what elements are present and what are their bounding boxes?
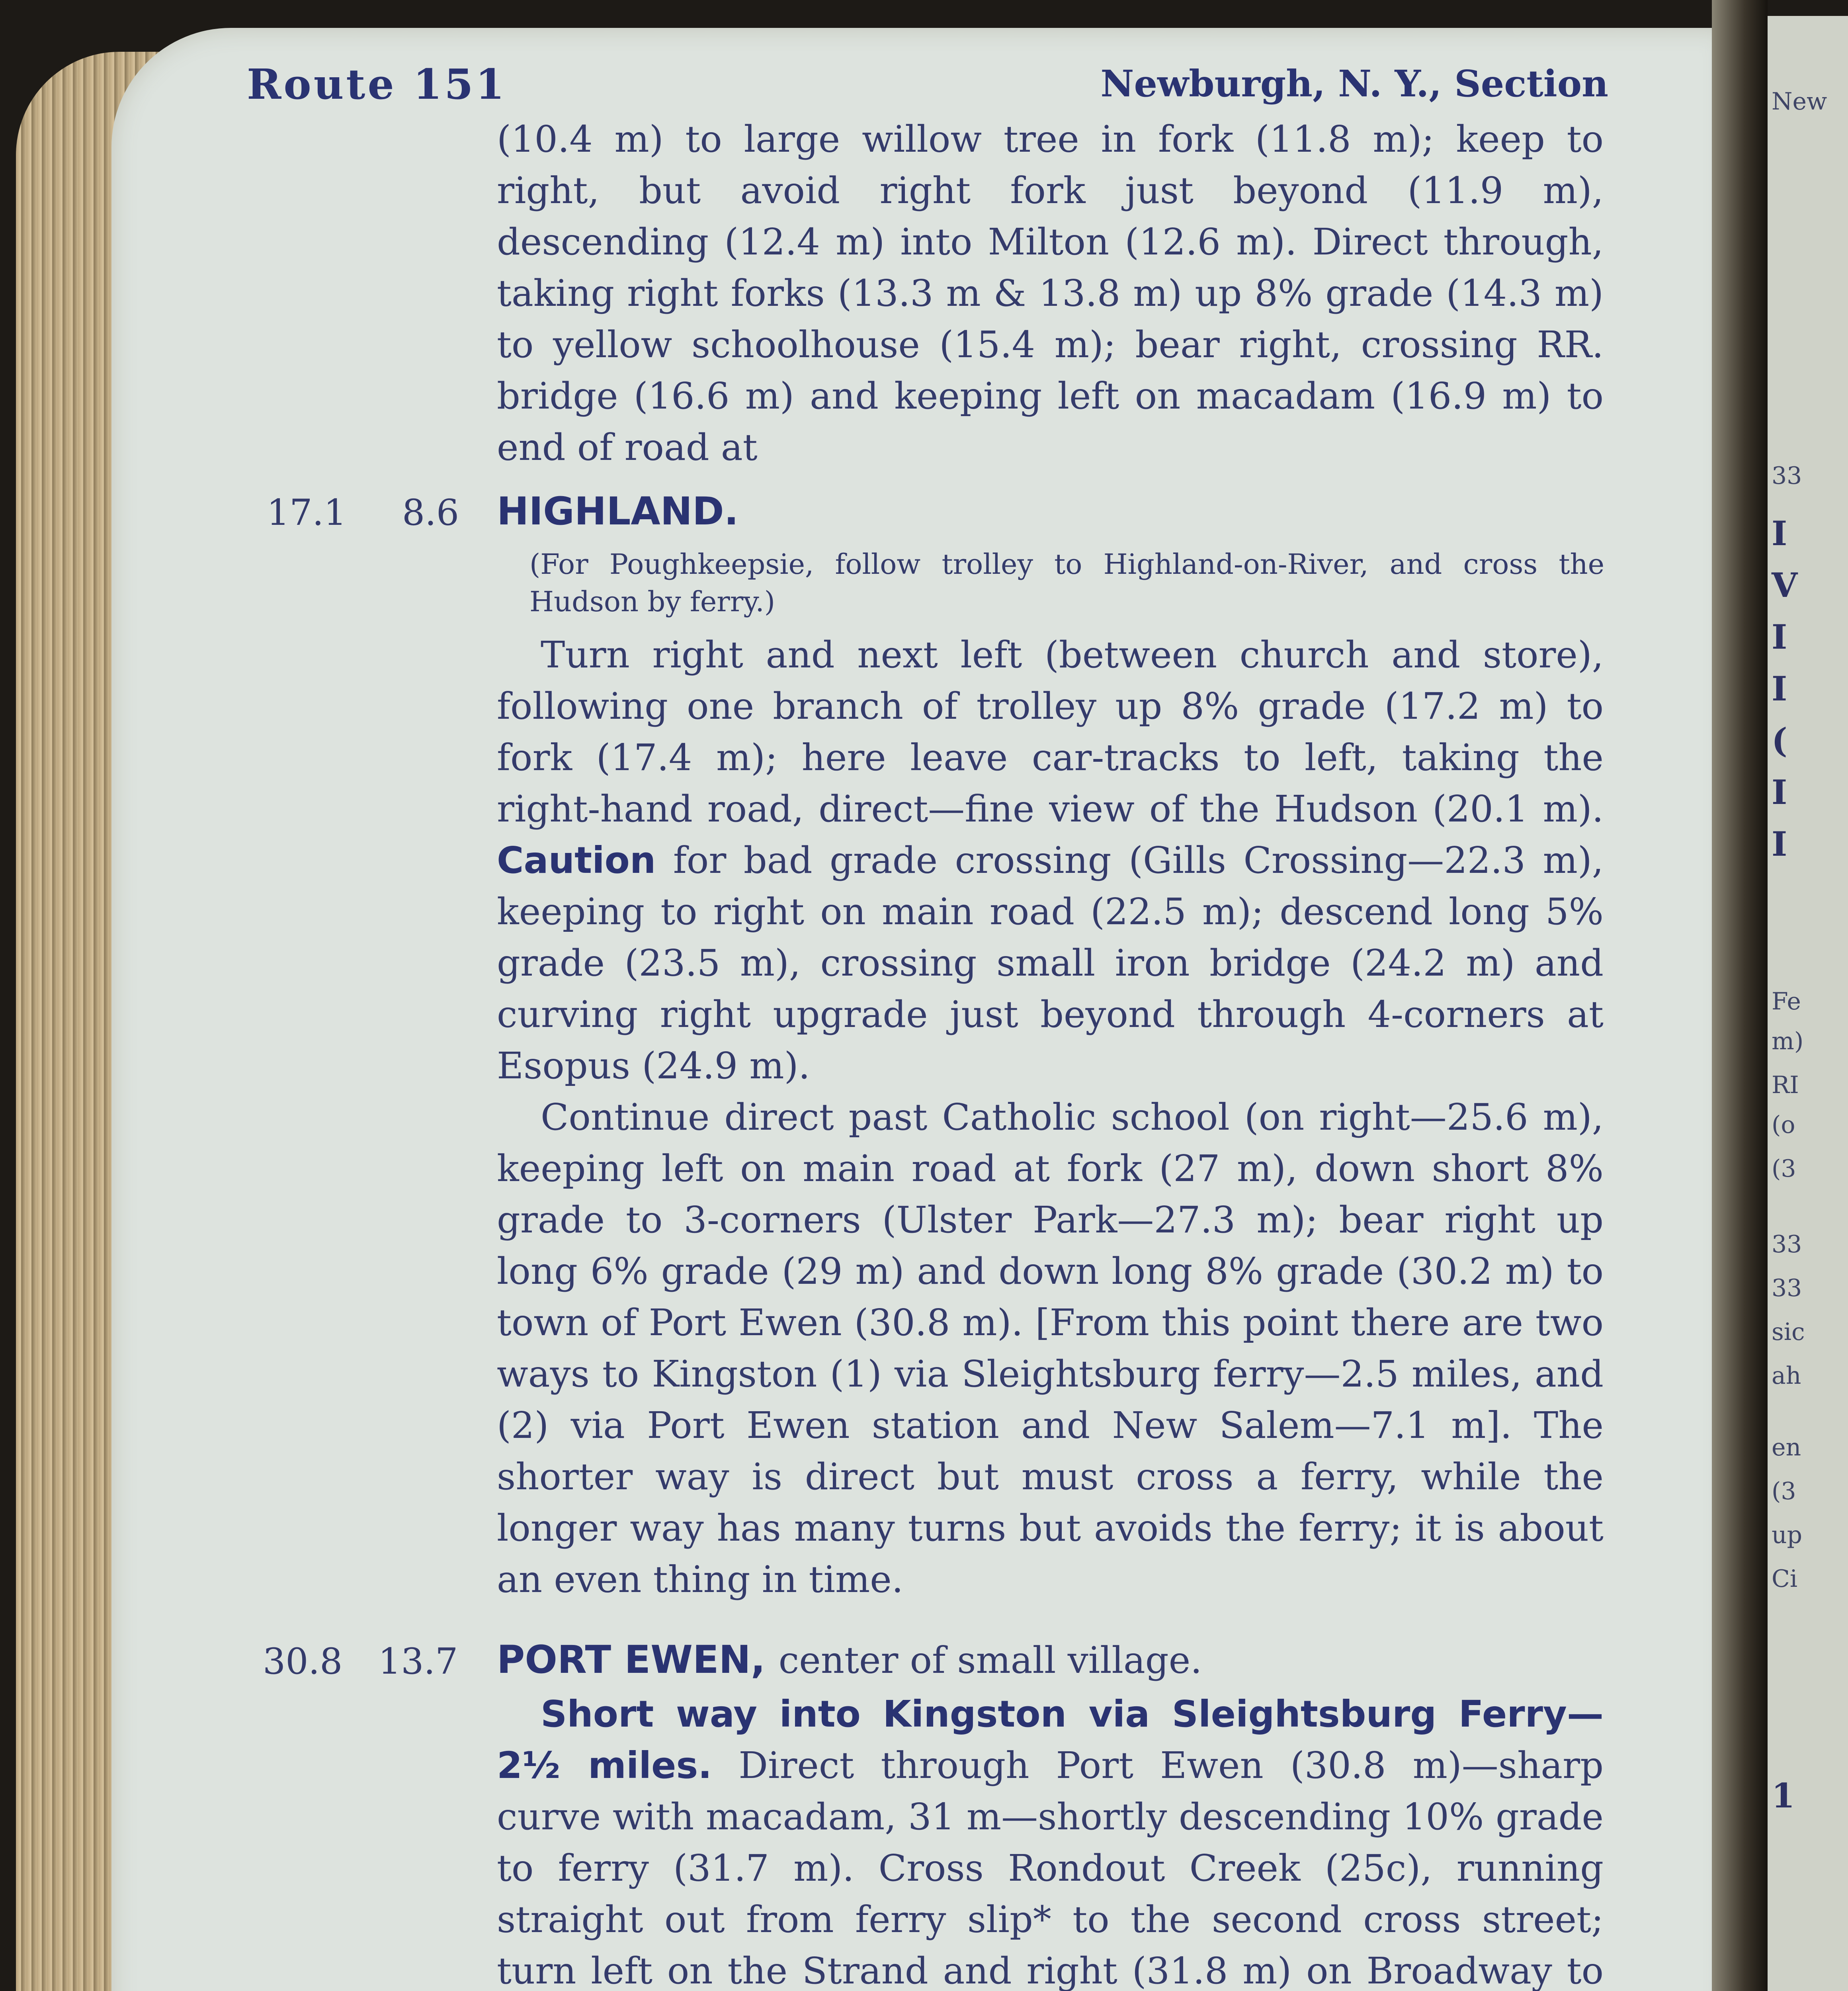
facing-page-fragment: 33 bbox=[1772, 1274, 1802, 1302]
facing-page-fragment: Ci bbox=[1772, 1565, 1798, 1593]
highland-directions bbox=[497, 629, 1604, 1605]
running-header bbox=[247, 60, 1608, 115]
facing-page-fragment: 1 bbox=[1772, 1776, 1795, 1815]
facing-page-fragment: (3 bbox=[1772, 1477, 1796, 1505]
place-heading-port-ewen: PORT EWEN, center of small village. bbox=[497, 1637, 1202, 1682]
facing-page-fragment: m) bbox=[1772, 1027, 1804, 1055]
facing-page-fragment: RI bbox=[1772, 1071, 1799, 1099]
facing-page-fragment: en bbox=[1772, 1434, 1801, 1461]
ferry-note: (For Poughkeepsie, follow trolley to Highland-on-River, and cross the Hudson by ferry.) bbox=[529, 548, 1604, 618]
directions-paragraph: Turn right and next left (between church and store), following one branch of trolley up 8% grade (17.2 m) to fork (17.4 m); here leave car-tracks to left, taking the right-hand road, direct—fine view of the Hudson (20.1 m). Caution for bad grade crossing (Gills Crossing—22.3 m), keeping to right on main road (22.5 m); descend long 5% grade (23.5 m), crossing small iron bridge (24.2 m) and curving right upgrade just beyond through 4-corners at Esopus (24.9 m). bbox=[497, 634, 1604, 1087]
facing-page-fragment: V bbox=[1772, 565, 1798, 605]
facing-page-fragment: sic bbox=[1772, 1318, 1805, 1346]
interval-mileage: 13.7 bbox=[378, 1641, 458, 1682]
facing-page-fragment: 33 bbox=[1772, 1230, 1802, 1258]
port-ewen-directions bbox=[497, 1688, 1604, 1991]
section-title: Newburgh, N. Y., Section bbox=[1100, 62, 1608, 105]
place-heading-highland: HIGHLAND. bbox=[497, 489, 739, 534]
directions-paragraph: Short way into Kingston via Sleightsburg Ferry—2½ miles. Direct through Port Ewen (30.8 m)—sharp curve with macadam, 31 m—shortly descending 10% grade to ferry (31.7 m). Cross Rondout Creek (25c), running straight out from ferry slip* to the second cross street; turn left on the Strand and right (31.8 m) on Broadway to bbox=[497, 1693, 1604, 1991]
book-gutter bbox=[1712, 0, 1768, 1991]
facing-page-fragment: I bbox=[1772, 669, 1787, 708]
directions-paragraph: (10.4 m) to large willow tree in fork (11.8 m); keep to right, but avoid right fork just beyond (11.9 m), descending (12.4 m) into Milton (12.6 m). Direct through, taking right forks (13.3 m & 13.8 m) up 8% grade (14.3 m) to yellow schoolhouse (15.4 m); bear right, crossing RR. bridge (16.6 m) and keeping left on macadam (16.9 m) to end of road at bbox=[497, 118, 1604, 469]
facing-page-fragment: ah bbox=[1772, 1362, 1801, 1390]
facing-page-fragment: up bbox=[1772, 1521, 1803, 1549]
facing-page-fragment: I bbox=[1772, 617, 1787, 657]
continued-directions bbox=[497, 113, 1604, 473]
facing-page-edge bbox=[1768, 16, 1848, 1991]
facing-page-fragment: 33 bbox=[1772, 462, 1802, 490]
facing-page-fragment: I bbox=[1772, 514, 1787, 553]
facing-page-fragment: (3 bbox=[1772, 1155, 1796, 1183]
total-mileage: 30.8 bbox=[263, 1641, 343, 1682]
route-number: Route 151 bbox=[247, 60, 507, 109]
interval-mileage: 8.6 bbox=[402, 492, 459, 534]
short-way-heading: Short way into Kingston via Sleightsburg Ferry—2½ miles. bbox=[497, 1693, 1604, 1787]
facing-page-fragment: I bbox=[1772, 824, 1787, 864]
facing-page-fragment: New bbox=[1772, 88, 1827, 115]
facing-page-fragment: (o bbox=[1772, 1111, 1795, 1139]
caution-label: Caution bbox=[497, 839, 656, 882]
facing-page-fragment: I bbox=[1772, 773, 1787, 812]
total-mileage: 17.1 bbox=[267, 492, 347, 534]
facing-page-fragment: ( bbox=[1772, 721, 1787, 760]
facing-page-fragment: Fe bbox=[1772, 988, 1801, 1015]
directions-paragraph: Continue direct past Catholic school (on right—25.6 m), keeping left on main road at fork (27 m), down short 8% grade to 3-corners (Ulster Park—27.3 m); bear right up long 6% grade (29 m) and down long 8% grade (30.2 m) to town of Port Ewen (30.8 m). [From this point there are two ways to Kingston (1) via Sleightsburg ferry—2.5 miles, and (2) via Port Ewen station and New Salem—7.1 m]. The shorter way is direct but must cross a ferry, while the longer way has many turns but avoids the ferry; it is about an even thing in time. bbox=[497, 1096, 1604, 1601]
